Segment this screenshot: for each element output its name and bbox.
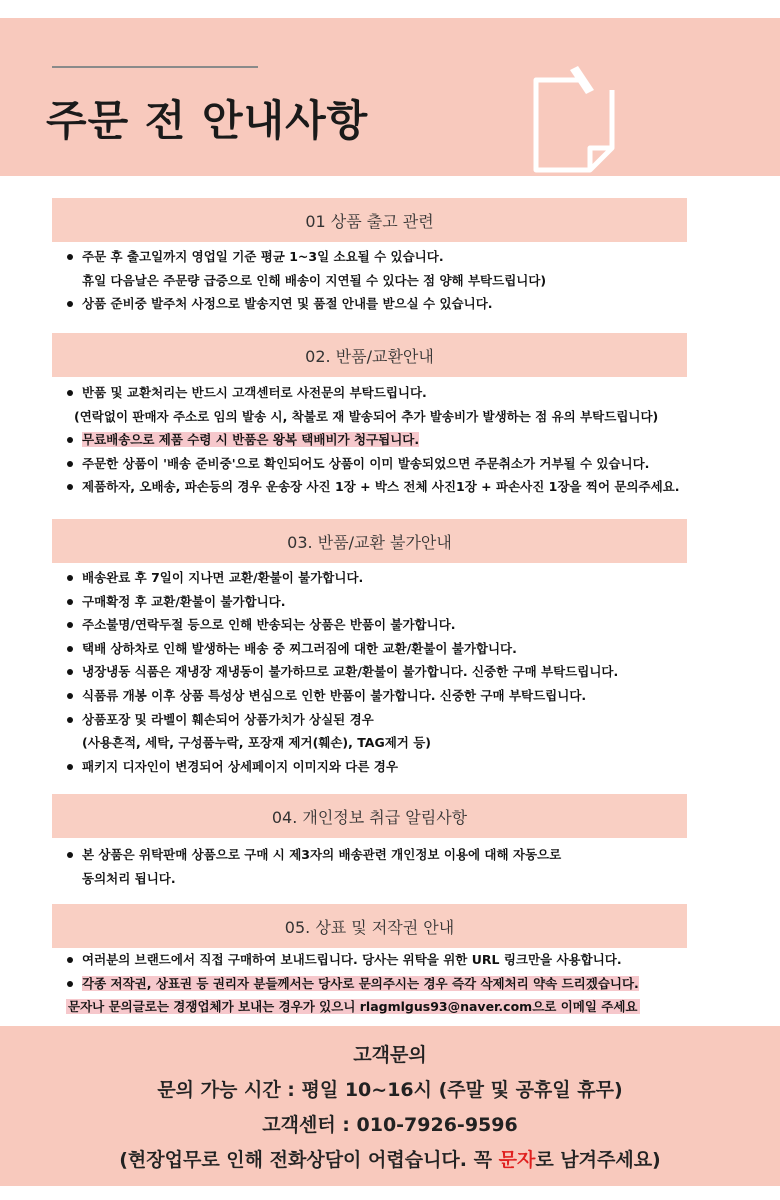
list-item: 제품하자, 오배송, 파손등의 경우 운송장 사진 1장 + 박스 전체 사진1장 + 파손사진 1장을 찍어 문의주세요. — [66, 475, 766, 499]
contact-notice-emphasis: 문자 — [498, 1149, 536, 1171]
list-item: 상품 준비중 발주처 사정으로 발송지연 및 품절 안내를 받으실 수 있습니다. — [66, 292, 766, 316]
list-item: 냉장냉동 식품은 재냉장 재냉동이 불가하므로 교환/환불이 불가합니다. 신중한 구매 부탁드립니다. — [66, 660, 766, 684]
list-item: (연락없이 판매자 주소로 임의 발송 시, 착불로 재 발송되어 추가 발송비가 발생하는 점 유의 부탁드립니다) — [74, 408, 659, 424]
header-banner — [0, 18, 780, 176]
section-body-03 — [66, 566, 766, 778]
page-title: 주문 전 안내사항 — [46, 96, 369, 145]
list-item: 본 상품은 위탁판매 상품으로 구매 시 제3자의 배송관련 개인정보 이용에 대해 자동으로 — [66, 843, 766, 867]
list-item: 주소불명/연락두절 등으로 인해 반송되는 상품은 반품이 불가합니다. — [66, 613, 766, 637]
list-item: (사용흔적, 세탁, 구성품누락, 포장재 제거(훼손), TAG제거 등) — [82, 735, 432, 751]
contact-heading: 고객문의 — [353, 1044, 427, 1066]
list-item: 배송완료 후 7일이 지나면 교환/환불이 불가합니다. — [66, 566, 766, 590]
section-title-04: 04. 개인정보 취급 알림사항 — [52, 794, 687, 838]
note-page-icon — [528, 62, 618, 177]
list-item: 주문 후 출고일까지 영업일 기준 평균 1~3일 소요될 수 있습니다. — [66, 245, 766, 269]
list-item: 동의처리 됩니다. — [82, 870, 176, 886]
section-title-02: 02. 반품/교환안내 — [52, 333, 687, 377]
contact-notice-text-end: 로 남겨주세요) — [535, 1149, 661, 1171]
list-item-highlighted: 무료배송으로 제품 수령 시 반품은 왕복 택배비가 청구됩니다. — [66, 428, 766, 452]
list-item: 반품 및 교환처리는 반드시 고객센터로 사전문의 부탁드립니다. — [66, 381, 766, 405]
section-body-04 — [66, 843, 766, 890]
list-item-highlighted: 문자나 문의글로는 경쟁업체가 보내는 경우가 있으니 rlagmlgus93@naver.com으로 이메일 주세요 — [68, 999, 638, 1015]
section-body-01 — [66, 245, 766, 316]
contact-hours: 문의 가능 시간 : 평일 10~16시 (주말 및 공휴일 휴무) — [157, 1079, 623, 1101]
header-divider — [52, 66, 258, 68]
list-item: 상품포장 및 라벨이 훼손되어 상품가치가 상실된 경우 — [66, 708, 766, 732]
list-item-highlighted: 각종 저작권, 상표권 등 권리자 분들께서는 당사로 문의주시는 경우 즉각 삭제처리 약속 드리겠습니다. — [66, 972, 766, 996]
contact-phone: 고객센터 : 010-7926-9596 — [262, 1114, 518, 1136]
section-title-01: 01 상품 출고 관련 — [52, 198, 687, 242]
list-item: 여러분의 브랜드에서 직접 구매하여 보내드립니다. 당사는 위탁을 위한 URL 링크만을 사용합니다. — [66, 948, 766, 972]
list-item: 구매확정 후 교환/환불이 불가합니다. — [66, 590, 766, 614]
contact-footer — [0, 1026, 780, 1186]
list-item: 택배 상하차로 인해 발생하는 배송 중 찌그러짐에 대한 교환/환불이 불가합니다. — [66, 637, 766, 661]
contact-notice — [0, 1143, 780, 1178]
contact-notice-text: (현장업무로 인해 전화상담이 어렵습니다. 꼭 — [119, 1149, 499, 1171]
list-item: 주문한 상품이 '배송 준비중'으로 확인되어도 상품이 이미 발송되었으면 주문취소가 거부될 수 있습니다. — [66, 452, 766, 476]
list-item: 휴일 다음날은 주문량 급증으로 인해 배송이 지연될 수 있다는 점 양해 부탁드립니다) — [82, 272, 547, 288]
section-body-05 — [66, 948, 766, 1019]
section-body-02 — [66, 381, 766, 499]
section-title-03: 03. 반품/교환 불가안내 — [52, 519, 687, 563]
list-item: 패키지 디자인이 변경되어 상세페이지 이미지와 다른 경우 — [66, 755, 766, 779]
section-title-05: 05. 상표 및 저작권 안내 — [52, 904, 687, 948]
list-item: 식품류 개봉 이후 상품 특성상 변심으로 인한 반품이 불가합니다. 신중한 구매 부탁드립니다. — [66, 684, 766, 708]
